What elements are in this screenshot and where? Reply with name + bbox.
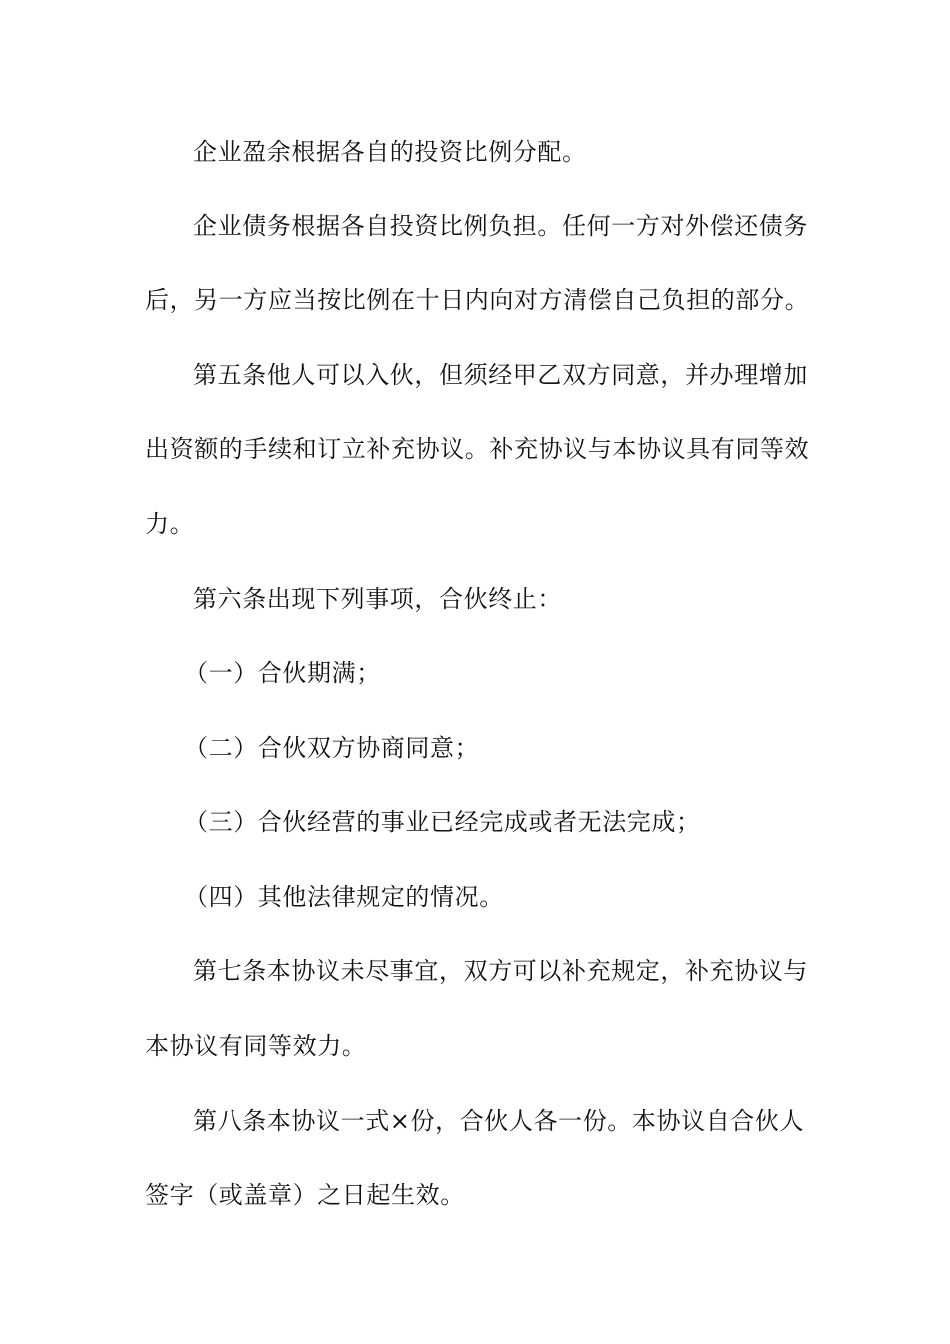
article-7-line-1: 第七条本协议未尽事宜，双方可以补充规定，补充协议与: [193, 957, 808, 985]
article-7-line-2: 本协议有同等效力。: [145, 1032, 367, 1060]
article-8-line-2: 签字（或盖章）之日起生效。: [145, 1181, 465, 1209]
paragraph-debt-line-1: 企业债务根据各自投资比例负担。任何一方对外偿还债务: [193, 212, 808, 240]
article-5-line-2: 出资额的手续和订立补充协议。补充协议与本协议具有同等效: [145, 435, 810, 463]
article-6-item-2: （二）合伙双方协商同意；: [184, 734, 480, 762]
article-5-line-1: 第五条他人可以入伙，但须经甲乙双方同意，并办理增加: [193, 361, 808, 389]
paragraph-profit-distribution: 企业盈余根据各自的投资比例分配。: [193, 138, 587, 166]
article-5-line-3: 力。: [145, 510, 195, 538]
paragraph-debt-line-2: 后，另一方应当按比例在十日内向对方清偿自己负担的部分。: [145, 286, 810, 314]
article-8-line-1: 第八条本协议一式×份，合伙人各一份。本协议自合伙人: [193, 1107, 805, 1135]
article-6-item-3: （三）合伙经营的事业已经完成或者无法完成；: [184, 808, 701, 836]
article-6-item-1: （一）合伙期满；: [184, 659, 381, 687]
article-6-heading: 第六条出现下列事项，合伙终止：: [193, 585, 562, 613]
article-6-item-4: （四）其他法律规定的情况。: [184, 883, 504, 911]
